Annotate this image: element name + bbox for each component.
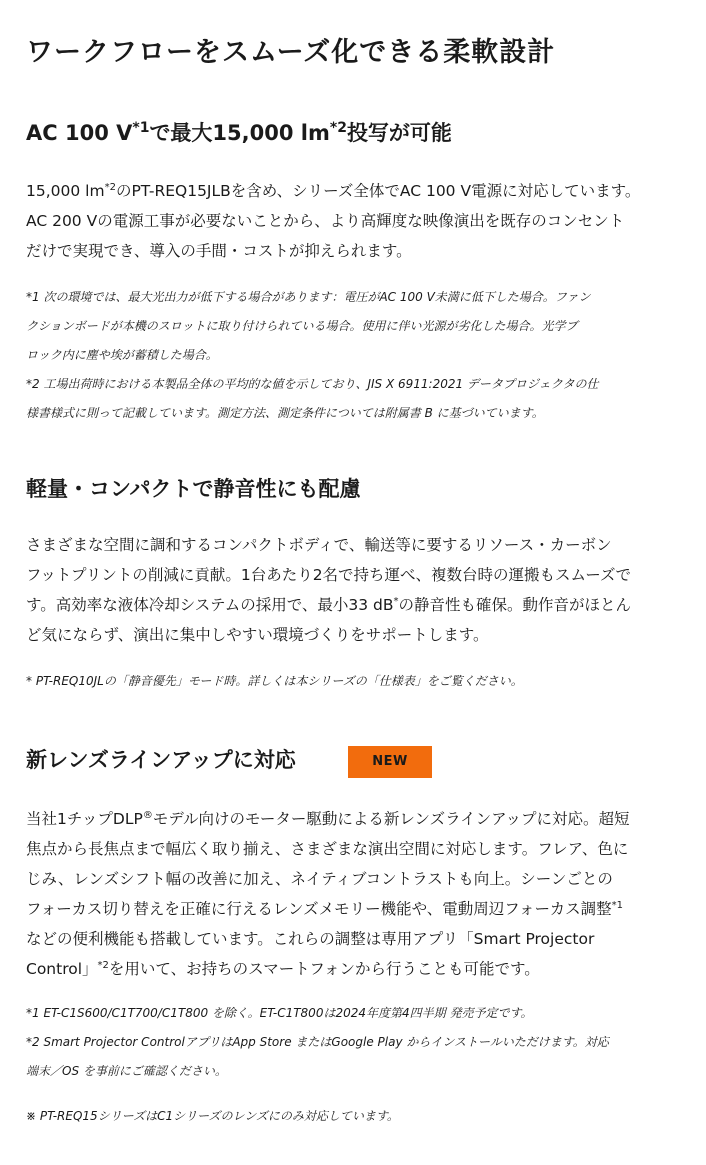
footnote-line: クションボードが本機のスロットに取り付けられている場合。使用に伴い光源が劣化した場合。光学ブ (26, 319, 578, 333)
body-text-fragment: のPT-REQ15JLBを含め、シリーズ全体でAC 100 V電源に対応しています。 (115, 182, 641, 200)
heading-text: AC 100 V (26, 121, 133, 145)
footnote-line: *2 工場出荷時における本製品全体の平均的な値を示しており、JIS X 6911:2021 データプロジェクタの仕 (26, 377, 599, 391)
footnote-line: 端末／OS を事前にご確認ください。 (26, 1064, 227, 1078)
footnote-ref: * (393, 595, 399, 607)
body-line (26, 894, 686, 924)
body-text-fragment: フォーカス切り替えを正確に行えるレンズメモリー機能や、電動周辺フォーカス調整 (26, 900, 612, 918)
body-text-fragment: す。高効率な液体冷却システムの採用で、最小33 dB (26, 596, 394, 614)
body-line: 焦点から長焦点まで幅広く取り揃え、さまざまな演出空間に対応します。フレア、色に (26, 840, 629, 858)
lens-compatibility-note (26, 1102, 686, 1131)
footnote-ref: *2 (104, 181, 116, 193)
footnote-line: *1 ET-C1S600/C1T700/C1T800 を除く。ET-C1T800は2024年度第4四半期 発売予定です。 (26, 1006, 533, 1020)
body-text-fragment: モデル向けのモーター駆動による新レンズラインアップに対応。超短 (152, 810, 630, 828)
footnote-ref: *2 (329, 120, 347, 136)
footnote-ref: *2 (97, 959, 109, 971)
section-body-power (26, 176, 686, 266)
body-line: だけで実現でき、導入の手間・コストが抑えられます。 (26, 242, 412, 260)
section-heading-lens: 新レンズラインアップに対応 (26, 748, 296, 772)
page-title: ワークフローをスムーズ化できる柔軟設計 (26, 37, 556, 68)
footnote-line: 様書様式に則って記載しています。測定方法、測定条件については附属書 B に基づいています。 (26, 406, 544, 420)
footnote-line: ※ PT-REQ15シリーズはC1シリーズのレンズにのみ対応しています。 (26, 1109, 399, 1123)
section-body-compact (26, 530, 686, 650)
footnote-ref: *1 (132, 120, 150, 136)
section-heading-compact: 軽量・コンパクトで静音性にも配慮 (26, 477, 361, 501)
body-line: ど気にならず、演出に集中しやすい環境づくりをサポートします。 (26, 626, 489, 644)
body-text-fragment: の静音性も確保。動作音がほとん (398, 596, 632, 614)
body-text-fragment: 15,000 lm (26, 182, 105, 200)
body-line (26, 804, 686, 834)
body-text-fragment: Control」 (26, 960, 98, 978)
footnote-line: * PT-REQ10JLの「静音優先」モード時。詳しくは本シリーズの「仕様表」をご覧ください。 (26, 674, 523, 688)
body-line (26, 954, 686, 984)
footnote-line: *2 Smart Projector ControlアプリはApp Store またはGoogle Play からインストールいただけます。対応 (26, 1035, 609, 1049)
section-heading-power (26, 118, 452, 148)
body-text-fragment: を用いて、お持ちのスマートフォンから行うことも可能です。 (108, 960, 540, 978)
footnotes-power (26, 283, 686, 428)
body-line: じみ、レンズシフト幅の改善に加え、ネイティブコントラストも向上。シーンごとの (26, 870, 613, 888)
footnotes-lens (26, 999, 686, 1086)
body-line: フットプリントの削減に貢献。1台あたり2名で持ち運べ、複数台時の運搬もスムーズで (26, 566, 632, 584)
heading-text: 投写が可能 (346, 121, 452, 145)
body-text-fragment: 当社1チップDLP (26, 810, 143, 828)
footnotes-compact (26, 667, 686, 696)
section-body-lens (26, 804, 686, 984)
footnote-line: ロック内に塵や埃が蓄積した場合。 (26, 348, 218, 362)
footnote-line: *1 次の環境では、最大光出力が低下する場合があります：電圧がAC 100 V未満に低下した場合。ファン (26, 290, 591, 304)
body-line (26, 176, 686, 206)
body-line: などの便利機能も搭載しています。これらの調整は専用アプリ「Smart Projector (26, 930, 595, 948)
heading-text: で最大15,000 lm (149, 121, 330, 145)
body-line (26, 590, 686, 620)
body-line: さまざまな空間に調和するコンパクトボディで、輸送等に要するリソース・カーボン (26, 536, 612, 554)
new-badge: NEW (348, 746, 432, 778)
body-line: AC 200 Vの電源工事が必要ないことから、より高輝度な映像演出を既存のコンセント (26, 212, 625, 230)
footnote-ref: *1 (611, 899, 624, 911)
registered-mark: ® (142, 809, 153, 821)
